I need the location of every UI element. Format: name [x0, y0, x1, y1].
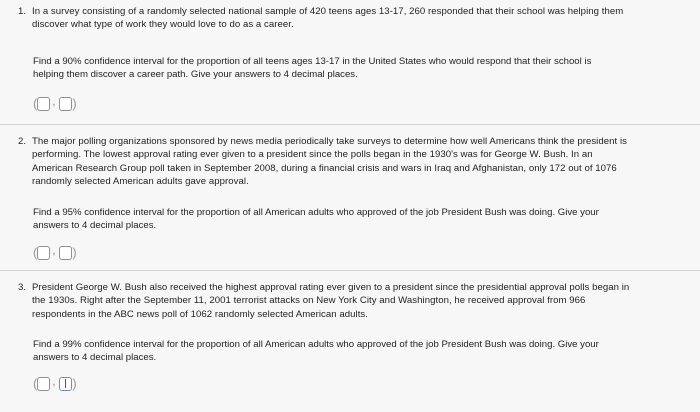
comma-separator: [52, 100, 56, 108]
answer-interval-1: [33, 96, 77, 111]
lower-bound-input[interactable]: [37, 377, 50, 391]
prompt-line: answers to 4 decimal places.: [33, 352, 157, 364]
comma-separator: [52, 380, 56, 388]
answer-interval-2: [33, 245, 77, 260]
lower-bound-input[interactable]: [37, 97, 50, 111]
question-text-line: the 1930s. Right after the September 11, 2001 terrorist attacks on New York City and Washington, he received approval from 966: [32, 295, 586, 307]
question-number: 1.: [18, 6, 27, 17]
lower-bound-input[interactable]: [37, 246, 50, 260]
question-3: [20, 281, 690, 321]
upper-bound-input[interactable]: [59, 97, 72, 111]
open-paren: (: [33, 96, 38, 111]
question-1-prompt: [33, 55, 683, 82]
question-text-line: performing. The lowest approval rating ever given to a president since the polls began in the 1930's was for George W. Bush. In an: [32, 149, 593, 161]
open-paren: (: [33, 245, 38, 260]
question-text-line: President George W. Bush also received the highest approval rating ever given to a president since the presidential approval polls began in: [32, 282, 630, 293]
prompt-line: Find a 90% confidence interval for the proportion of all teens ages 13-17 in the United States who would respond that their school is: [33, 56, 592, 67]
prompt-line: Find a 99% confidence interval for the proportion of all American adults who approved of the job President Bush was doing. Give your: [33, 339, 599, 350]
prompt-line: Find a 95% confidence interval for the proportion of all American adults who approved of the job President Bush was doing. Give your: [33, 207, 599, 218]
upper-bound-input[interactable]: [59, 377, 72, 391]
question-2-prompt: [33, 206, 683, 233]
comma-separator: [52, 249, 56, 257]
prompt-line: answers to 4 decimal places.: [33, 220, 157, 232]
question-text-line: The major polling organizations sponsored by news media periodically take surveys to determine how well Americans think the president is: [32, 136, 627, 147]
question-text-line: respondents in the ABC news poll of 1062 randomly selected American adults.: [32, 308, 368, 320]
question-number: 3.: [18, 282, 27, 293]
question-text-line: randomly selected American adults gave approval.: [32, 176, 249, 188]
prompt-line: helping them discover a career path. Give your answers to 4 decimal places.: [33, 69, 358, 81]
question-1: [20, 5, 690, 32]
answer-interval-3: [33, 376, 77, 391]
text-cursor: [65, 379, 66, 388]
question-3-prompt: [33, 338, 683, 365]
open-paren: (: [33, 376, 38, 391]
divider: [0, 124, 700, 125]
question-number: 2.: [18, 136, 27, 147]
question-text-line: In a survey consisting of a randomly selected national sample of 420 teens ages 13-17, 260 responded that their school was helping them: [32, 6, 624, 17]
close-paren: ): [72, 376, 77, 391]
question-text-line: discover what type of work they would love to do as a career.: [32, 19, 294, 31]
close-paren: ): [72, 245, 77, 260]
question-2: [20, 135, 690, 189]
upper-bound-input[interactable]: [59, 246, 72, 260]
close-paren: ): [72, 96, 77, 111]
question-text-line: American Research Group poll taken in September 2008, during a financial crisis and wars in Iraq and Afghanistan, only 172 out of 1076: [32, 162, 617, 174]
divider: [0, 270, 700, 271]
